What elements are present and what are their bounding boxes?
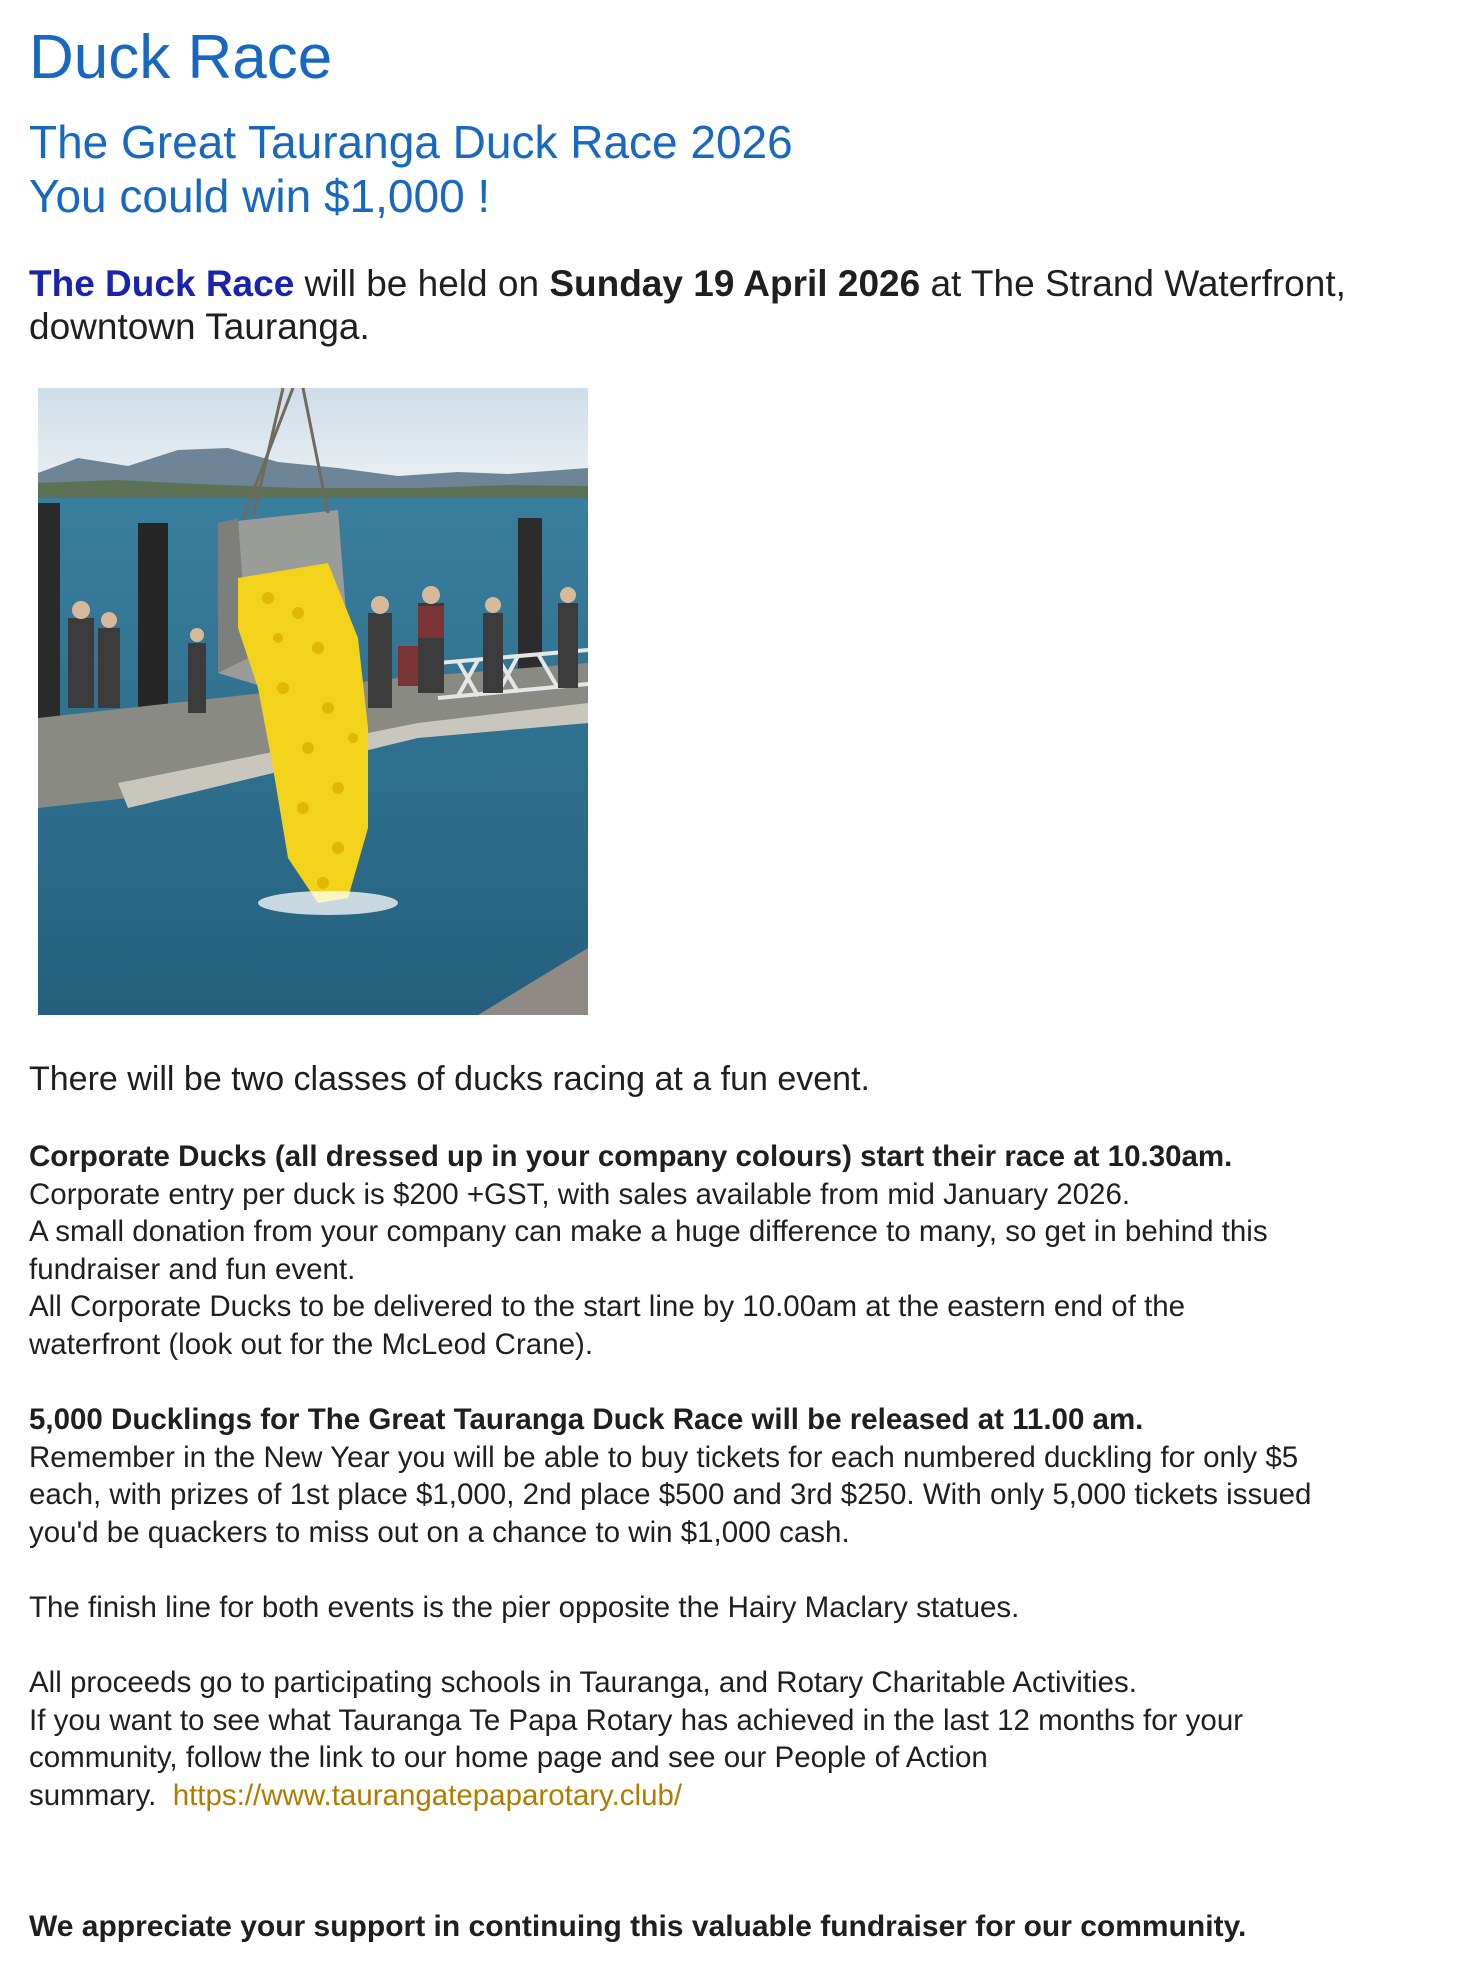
ducklings-line: each, with prizes of 1st place $1,000, 2nd place $500 and 3rd $250. With only 5,000 tickets issued [29,1478,1312,1512]
ducklings-section [29,1401,1454,1551]
summary-text: summary. [29,1778,173,1812]
subtitle-line-2: You could win $1,000 ! [29,170,491,222]
corporate-line: All Corporate Ducks to be delivered to the start line by 10.00am at the eastern end of the [29,1290,1186,1324]
proceeds-line: If you want to see what Tauranga Te Papa Rotary has achieved in the last 12 months for your [29,1703,1244,1737]
subtitle [29,115,793,223]
rotary-website-link[interactable]: https://www.taurangatepaparotary.club/ [172,1778,683,1812]
intro-text-2: at The Strand Waterfront, downtown Tauranga. [29,263,1346,347]
finish-section [29,1589,1454,1627]
proceeds-section [29,1664,1454,1814]
proceeds-line: All proceeds go to participating schools in Tauranga, and Rotary Charitable Activities. [29,1666,1137,1699]
duck-release-photo [38,388,588,1015]
subtitle-line-1: The Great Tauranga Duck Race 2026 [29,116,793,168]
event-date: Sunday 19 April 2026 [549,263,921,304]
proceeds-line: community, follow the link to our home page and see our People of Action [29,1741,988,1775]
corporate-line: waterfront (look out for the McLeod Crane). [29,1327,594,1361]
ducklings-line: Remember in the New Year you will be able to buy tickets for each numbered duckling for only $5 [29,1440,1299,1474]
ducklings-heading: 5,000 Ducklings for The Great Tauranga Duck Race will be released at 11.00 am. [29,1403,1144,1436]
proceeds-last-line [29,1777,1454,1815]
intro-paragraph [29,262,1439,348]
page-title: Duck Race [29,23,333,92]
closing-statement: We appreciate your support in continuing this valuable fundraiser for our community. [29,1910,1247,1943]
classes-text: There will be two classes of ducks racing at a fun event. [29,1060,870,1098]
intro-lead: The Duck Race [29,263,295,304]
intro-text-1: will be held on [294,263,550,304]
corporate-line: Corporate entry per duck is $200 +GST, with sales available from mid January 2026. [29,1177,1131,1211]
finish-line-text: The finish line for both events is the pier opposite the Hairy Maclary statues. [29,1591,1020,1624]
ducklings-line: you'd be quackers to miss out on a chance to win $1,000 cash. [29,1515,850,1549]
corporate-line: A small donation from your company can make a huge difference to many, so get in behind this [29,1215,1268,1249]
corporate-line: fundraiser and fun event. [29,1252,356,1286]
corporate-heading: Corporate Ducks (all dressed up in your company colours) start their race at 10.30am. [29,1140,1233,1173]
corporate-section [29,1138,1454,1364]
